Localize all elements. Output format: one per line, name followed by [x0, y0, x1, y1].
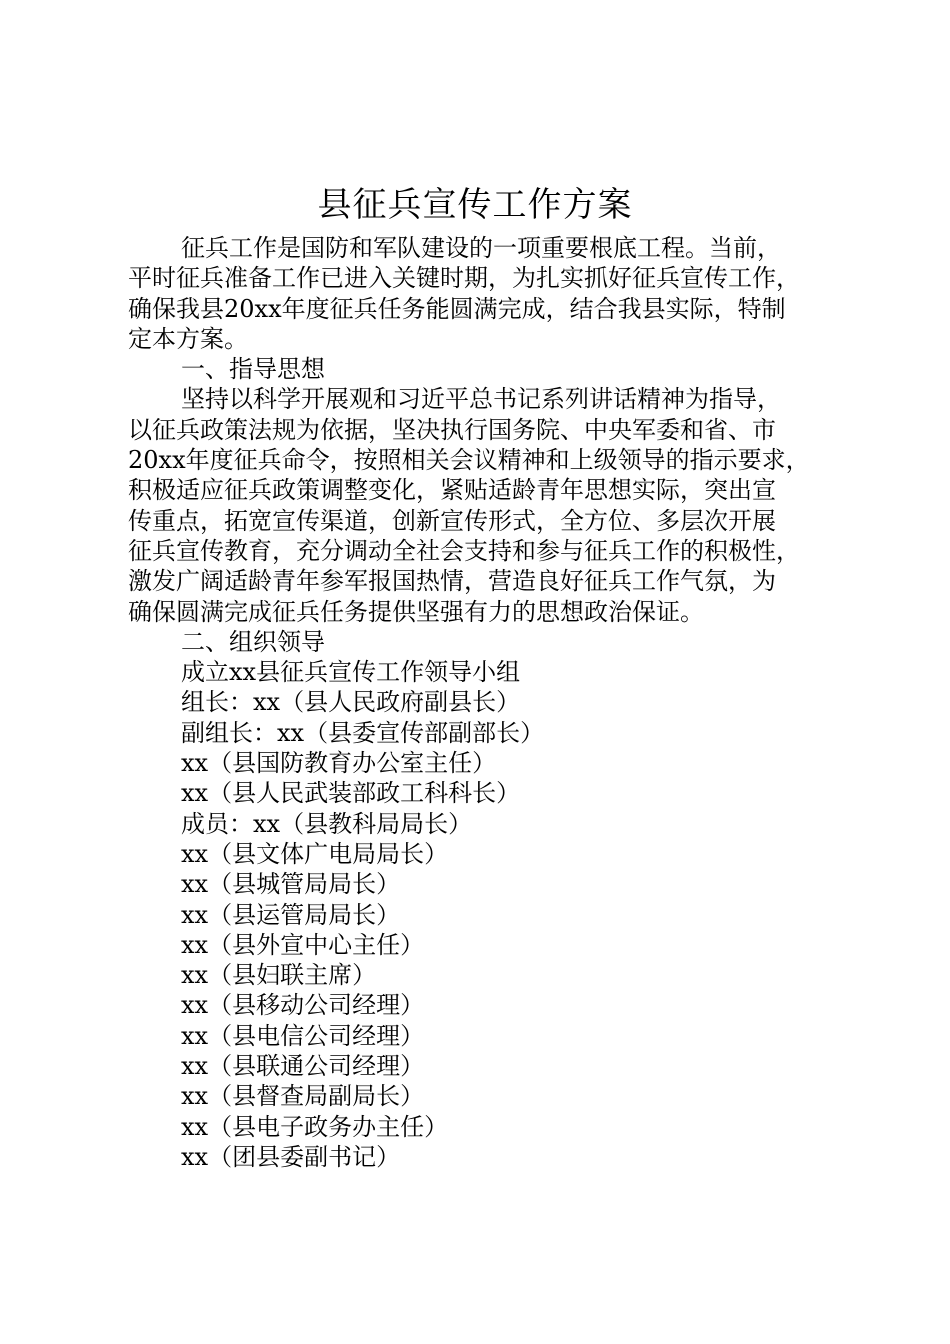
body-line: 20xx年度征兵命令，按照相关会议精神和上级领导的指示要求， [128, 446, 810, 475]
body-line: 一、指导思想 [181, 355, 325, 384]
body-line: 激发广阔适龄青年参军报国热情，营造良好征兵工作气氛，为 [128, 567, 776, 596]
body-line: 坚持以科学开展观和习近平总书记系列讲话精神为指导， [181, 385, 781, 414]
document-body [128, 233, 843, 1172]
body-line: 成立xx县征兵宣传工作领导小组 [181, 658, 521, 687]
body-line: 确保圆满完成征兵任务提供坚强有力的思想政治保证。 [128, 597, 704, 626]
body-line: 二、组织领导 [181, 627, 325, 656]
body-line: xx（县电子政务办主任） [181, 1112, 449, 1141]
body-line: xx（县电信公司经理） [181, 1021, 425, 1050]
body-line: xx（团县委副书记） [181, 1142, 401, 1171]
body-line: xx（县督查局副局长） [181, 1082, 425, 1111]
body-line: 以征兵政策法规为依据，坚决执行国务院、中央军委和省、市 [128, 415, 776, 444]
body-line: 传重点，拓宽宣传渠道，创新宣传形式，全方位、多层次开展 [128, 506, 776, 535]
body-line: 副组长：xx（县委宣传部副部长） [181, 718, 545, 747]
document-title: 县征兵宣传工作方案 [317, 185, 633, 225]
body-line: 征兵宣传教育，充分调动全社会支持和参与征兵工作的积极性， [128, 536, 800, 565]
body-line: 征兵工作是国防和军队建设的一项重要根底工程。当前， [181, 234, 781, 262]
body-line: xx（县移动公司经理） [181, 991, 425, 1020]
body-line: xx（县外宣中心主任） [181, 930, 425, 959]
body-line: 组长：xx（县人民政府副县长） [181, 688, 521, 717]
body-line: xx（县人民武装部政工科科长） [181, 779, 521, 808]
body-line: 积极适应征兵政策调整变化，紧贴适龄青年思想实际，突出宣 [128, 476, 776, 505]
body-line: xx（县国防教育办公室主任） [181, 749, 497, 778]
body-line: 定本方案。 [128, 324, 248, 353]
body-line: 确保我县20xx年度征兵任务能圆满完成，结合我县实际，特制 [128, 294, 786, 323]
body-line: xx（县城管局局长） [181, 870, 401, 899]
body-line: xx（县妇联主席） [181, 961, 377, 990]
body-line: 成员：xx（县教科局局长） [181, 809, 473, 838]
body-line: 平时征兵准备工作已进入关键时期，为扎实抓好征兵宣传工作， [128, 264, 800, 293]
body-line: xx（县文体广电局局长） [181, 839, 449, 868]
body-line: xx（县联通公司经理） [181, 1052, 425, 1081]
body-line: xx（县运管局局长） [181, 900, 401, 929]
